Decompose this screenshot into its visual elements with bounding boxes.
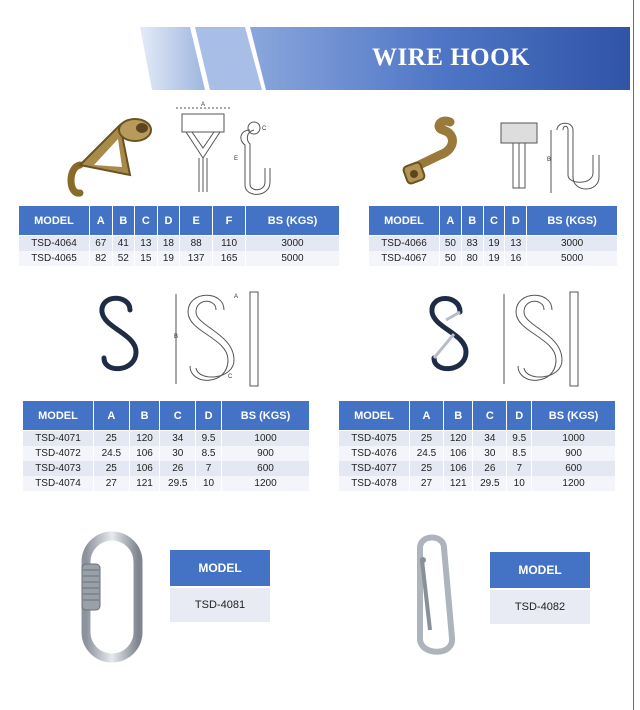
table-cell: 10 bbox=[507, 476, 532, 491]
table-cell: TSD-4071 bbox=[23, 431, 94, 447]
svg-text:B: B bbox=[547, 157, 552, 163]
table-header-row bbox=[23, 401, 310, 431]
table-row bbox=[19, 251, 340, 266]
title-banner bbox=[0, 0, 640, 100]
svg-text:A: A bbox=[234, 294, 239, 300]
table-cell: TSD-4064 bbox=[19, 236, 90, 252]
table-cell: TSD-4078 bbox=[339, 476, 410, 491]
table-row bbox=[339, 476, 616, 491]
table-cell: TSD-4065 bbox=[19, 251, 90, 266]
s-hook-photo bbox=[90, 290, 150, 380]
table-row bbox=[23, 431, 310, 447]
table-cell: 50 bbox=[440, 251, 462, 266]
column-header: B bbox=[112, 206, 135, 236]
table-cell: 137 bbox=[180, 251, 213, 266]
table-cell: 19 bbox=[157, 251, 180, 266]
triangle-hook-drawing bbox=[170, 100, 290, 200]
table-cell: 18 bbox=[157, 236, 180, 252]
column-header: B bbox=[129, 401, 160, 431]
table-cell: 600 bbox=[532, 461, 616, 476]
triangle-hook-photo bbox=[60, 105, 160, 200]
svg-text:C: C bbox=[228, 374, 233, 380]
table-row bbox=[23, 476, 310, 491]
j-hook-photo bbox=[395, 110, 475, 200]
table-cell: 30 bbox=[160, 446, 196, 461]
table-cell: 10 bbox=[196, 476, 222, 491]
table-cell: TSD-4074 bbox=[23, 476, 94, 491]
table-cell: 29.5 bbox=[160, 476, 196, 491]
column-header: MODEL bbox=[339, 401, 410, 431]
table-cell: 88 bbox=[180, 236, 213, 252]
column-header: BS (KGS) bbox=[246, 206, 340, 236]
table-cell: 600 bbox=[222, 461, 310, 476]
table-cell: 3000 bbox=[527, 236, 618, 252]
table-cell: 1000 bbox=[222, 431, 310, 447]
table-row bbox=[19, 236, 340, 252]
model-box-header: MODEL bbox=[170, 550, 270, 586]
table-cell: 121 bbox=[129, 476, 160, 491]
table-cell: 13 bbox=[505, 236, 527, 252]
table-row bbox=[23, 461, 310, 476]
column-header: D bbox=[196, 401, 222, 431]
table-cell: 67 bbox=[90, 236, 113, 252]
table-cell: 1000 bbox=[532, 431, 616, 447]
table-cell: TSD-4075 bbox=[339, 431, 410, 447]
table-header-row bbox=[369, 206, 618, 236]
column-header: A bbox=[410, 401, 444, 431]
svg-text:E: E bbox=[234, 156, 239, 162]
column-header: F bbox=[213, 206, 246, 236]
table-row bbox=[369, 251, 618, 266]
j-hook-drawing bbox=[495, 115, 610, 200]
column-header: D bbox=[505, 206, 527, 236]
table-cell: 106 bbox=[129, 461, 160, 476]
table-cell: 82 bbox=[90, 251, 113, 266]
table-cell: 26 bbox=[473, 461, 507, 476]
table-cell: 8.5 bbox=[196, 446, 222, 461]
model-box-value: TSD-4082 bbox=[490, 590, 590, 624]
s-hook-drawing bbox=[172, 288, 267, 390]
model-box-2 bbox=[490, 552, 590, 624]
table-cell: TSD-4066 bbox=[369, 236, 440, 252]
table-cell: TSD-4077 bbox=[339, 461, 410, 476]
table-cell: 9.5 bbox=[196, 431, 222, 447]
table-cell: 120 bbox=[443, 431, 472, 447]
table-cell: 106 bbox=[129, 446, 160, 461]
spec-table-1 bbox=[18, 205, 340, 266]
table-cell: 3000 bbox=[246, 236, 340, 252]
table-cell: 25 bbox=[94, 461, 130, 476]
column-header: D bbox=[507, 401, 532, 431]
column-header: C bbox=[160, 401, 196, 431]
s-hook-latch-photo bbox=[420, 290, 480, 380]
spec-table-2 bbox=[368, 205, 618, 266]
table-row bbox=[339, 446, 616, 461]
column-header: A bbox=[94, 401, 130, 431]
column-header: A bbox=[90, 206, 113, 236]
table-cell: 106 bbox=[443, 446, 472, 461]
table-row bbox=[339, 431, 616, 447]
svg-text:B: B bbox=[174, 334, 179, 340]
table-cell: 83 bbox=[461, 236, 483, 252]
table-cell: 110 bbox=[213, 236, 246, 252]
table-cell: 26 bbox=[160, 461, 196, 476]
table-cell: 25 bbox=[410, 461, 444, 476]
table-cell: 29.5 bbox=[473, 476, 507, 491]
column-header: D bbox=[157, 206, 180, 236]
column-header: C bbox=[473, 401, 507, 431]
table-cell: 15 bbox=[135, 251, 158, 266]
svg-text:C: C bbox=[262, 126, 267, 132]
table-cell: 5000 bbox=[527, 251, 618, 266]
table-cell: 121 bbox=[443, 476, 472, 491]
column-header: E bbox=[180, 206, 213, 236]
table-cell: 41 bbox=[112, 236, 135, 252]
table-cell: 1200 bbox=[532, 476, 616, 491]
table-cell: 25 bbox=[410, 431, 444, 447]
column-header: A bbox=[440, 206, 462, 236]
table-cell: 27 bbox=[94, 476, 130, 491]
screw-lock-carabiner-photo bbox=[72, 530, 152, 665]
table-cell: 30 bbox=[473, 446, 507, 461]
table-cell: 7 bbox=[507, 461, 532, 476]
spec-table-4 bbox=[338, 400, 616, 491]
table-cell: TSD-4072 bbox=[23, 446, 94, 461]
table-cell: 27 bbox=[410, 476, 444, 491]
table-cell: 24.5 bbox=[94, 446, 130, 461]
column-header: B bbox=[461, 206, 483, 236]
table-cell: 50 bbox=[440, 236, 462, 252]
table-cell: 80 bbox=[461, 251, 483, 266]
table-cell: 13 bbox=[135, 236, 158, 252]
svg-text:A: A bbox=[200, 102, 206, 108]
table-cell: 16 bbox=[505, 251, 527, 266]
spring-snap-hook-photo bbox=[400, 530, 465, 660]
table-cell: 106 bbox=[443, 461, 472, 476]
page-title: WIRE HOOK bbox=[372, 44, 530, 71]
column-header: C bbox=[483, 206, 505, 236]
column-header: BS (KGS) bbox=[532, 401, 616, 431]
table-cell: 34 bbox=[473, 431, 507, 447]
table-row bbox=[23, 446, 310, 461]
column-header: MODEL bbox=[369, 206, 440, 236]
s-hook-latch-drawing bbox=[500, 288, 595, 390]
table-header-row bbox=[19, 206, 340, 236]
table-cell: 900 bbox=[222, 446, 310, 461]
column-header: MODEL bbox=[19, 206, 90, 236]
table-cell: 52 bbox=[112, 251, 135, 266]
table-cell: 25 bbox=[94, 431, 130, 447]
column-header: C bbox=[135, 206, 158, 236]
table-cell: 8.5 bbox=[507, 446, 532, 461]
model-box-1 bbox=[170, 550, 270, 622]
column-header: BS (KGS) bbox=[527, 206, 618, 236]
table-cell: 1200 bbox=[222, 476, 310, 491]
table-cell: TSD-4067 bbox=[369, 251, 440, 266]
table-cell: 24.5 bbox=[410, 446, 444, 461]
table-cell: 34 bbox=[160, 431, 196, 447]
table-row bbox=[369, 236, 618, 252]
table-cell: 5000 bbox=[246, 251, 340, 266]
column-header: MODEL bbox=[23, 401, 94, 431]
table-cell: 120 bbox=[129, 431, 160, 447]
table-cell: TSD-4076 bbox=[339, 446, 410, 461]
table-cell: 165 bbox=[213, 251, 246, 266]
column-header: B bbox=[443, 401, 472, 431]
table-cell: TSD-4073 bbox=[23, 461, 94, 476]
table-row bbox=[339, 461, 616, 476]
table-cell: 19 bbox=[483, 251, 505, 266]
table-cell: 19 bbox=[483, 236, 505, 252]
page-border-line bbox=[633, 0, 634, 710]
table-cell: 9.5 bbox=[507, 431, 532, 447]
model-box-header: MODEL bbox=[490, 552, 590, 588]
table-cell: 7 bbox=[196, 461, 222, 476]
spec-table-3 bbox=[22, 400, 310, 491]
column-header: BS (KGS) bbox=[222, 401, 310, 431]
table-cell: 900 bbox=[532, 446, 616, 461]
model-box-value: TSD-4081 bbox=[170, 588, 270, 622]
table-header-row bbox=[339, 401, 616, 431]
